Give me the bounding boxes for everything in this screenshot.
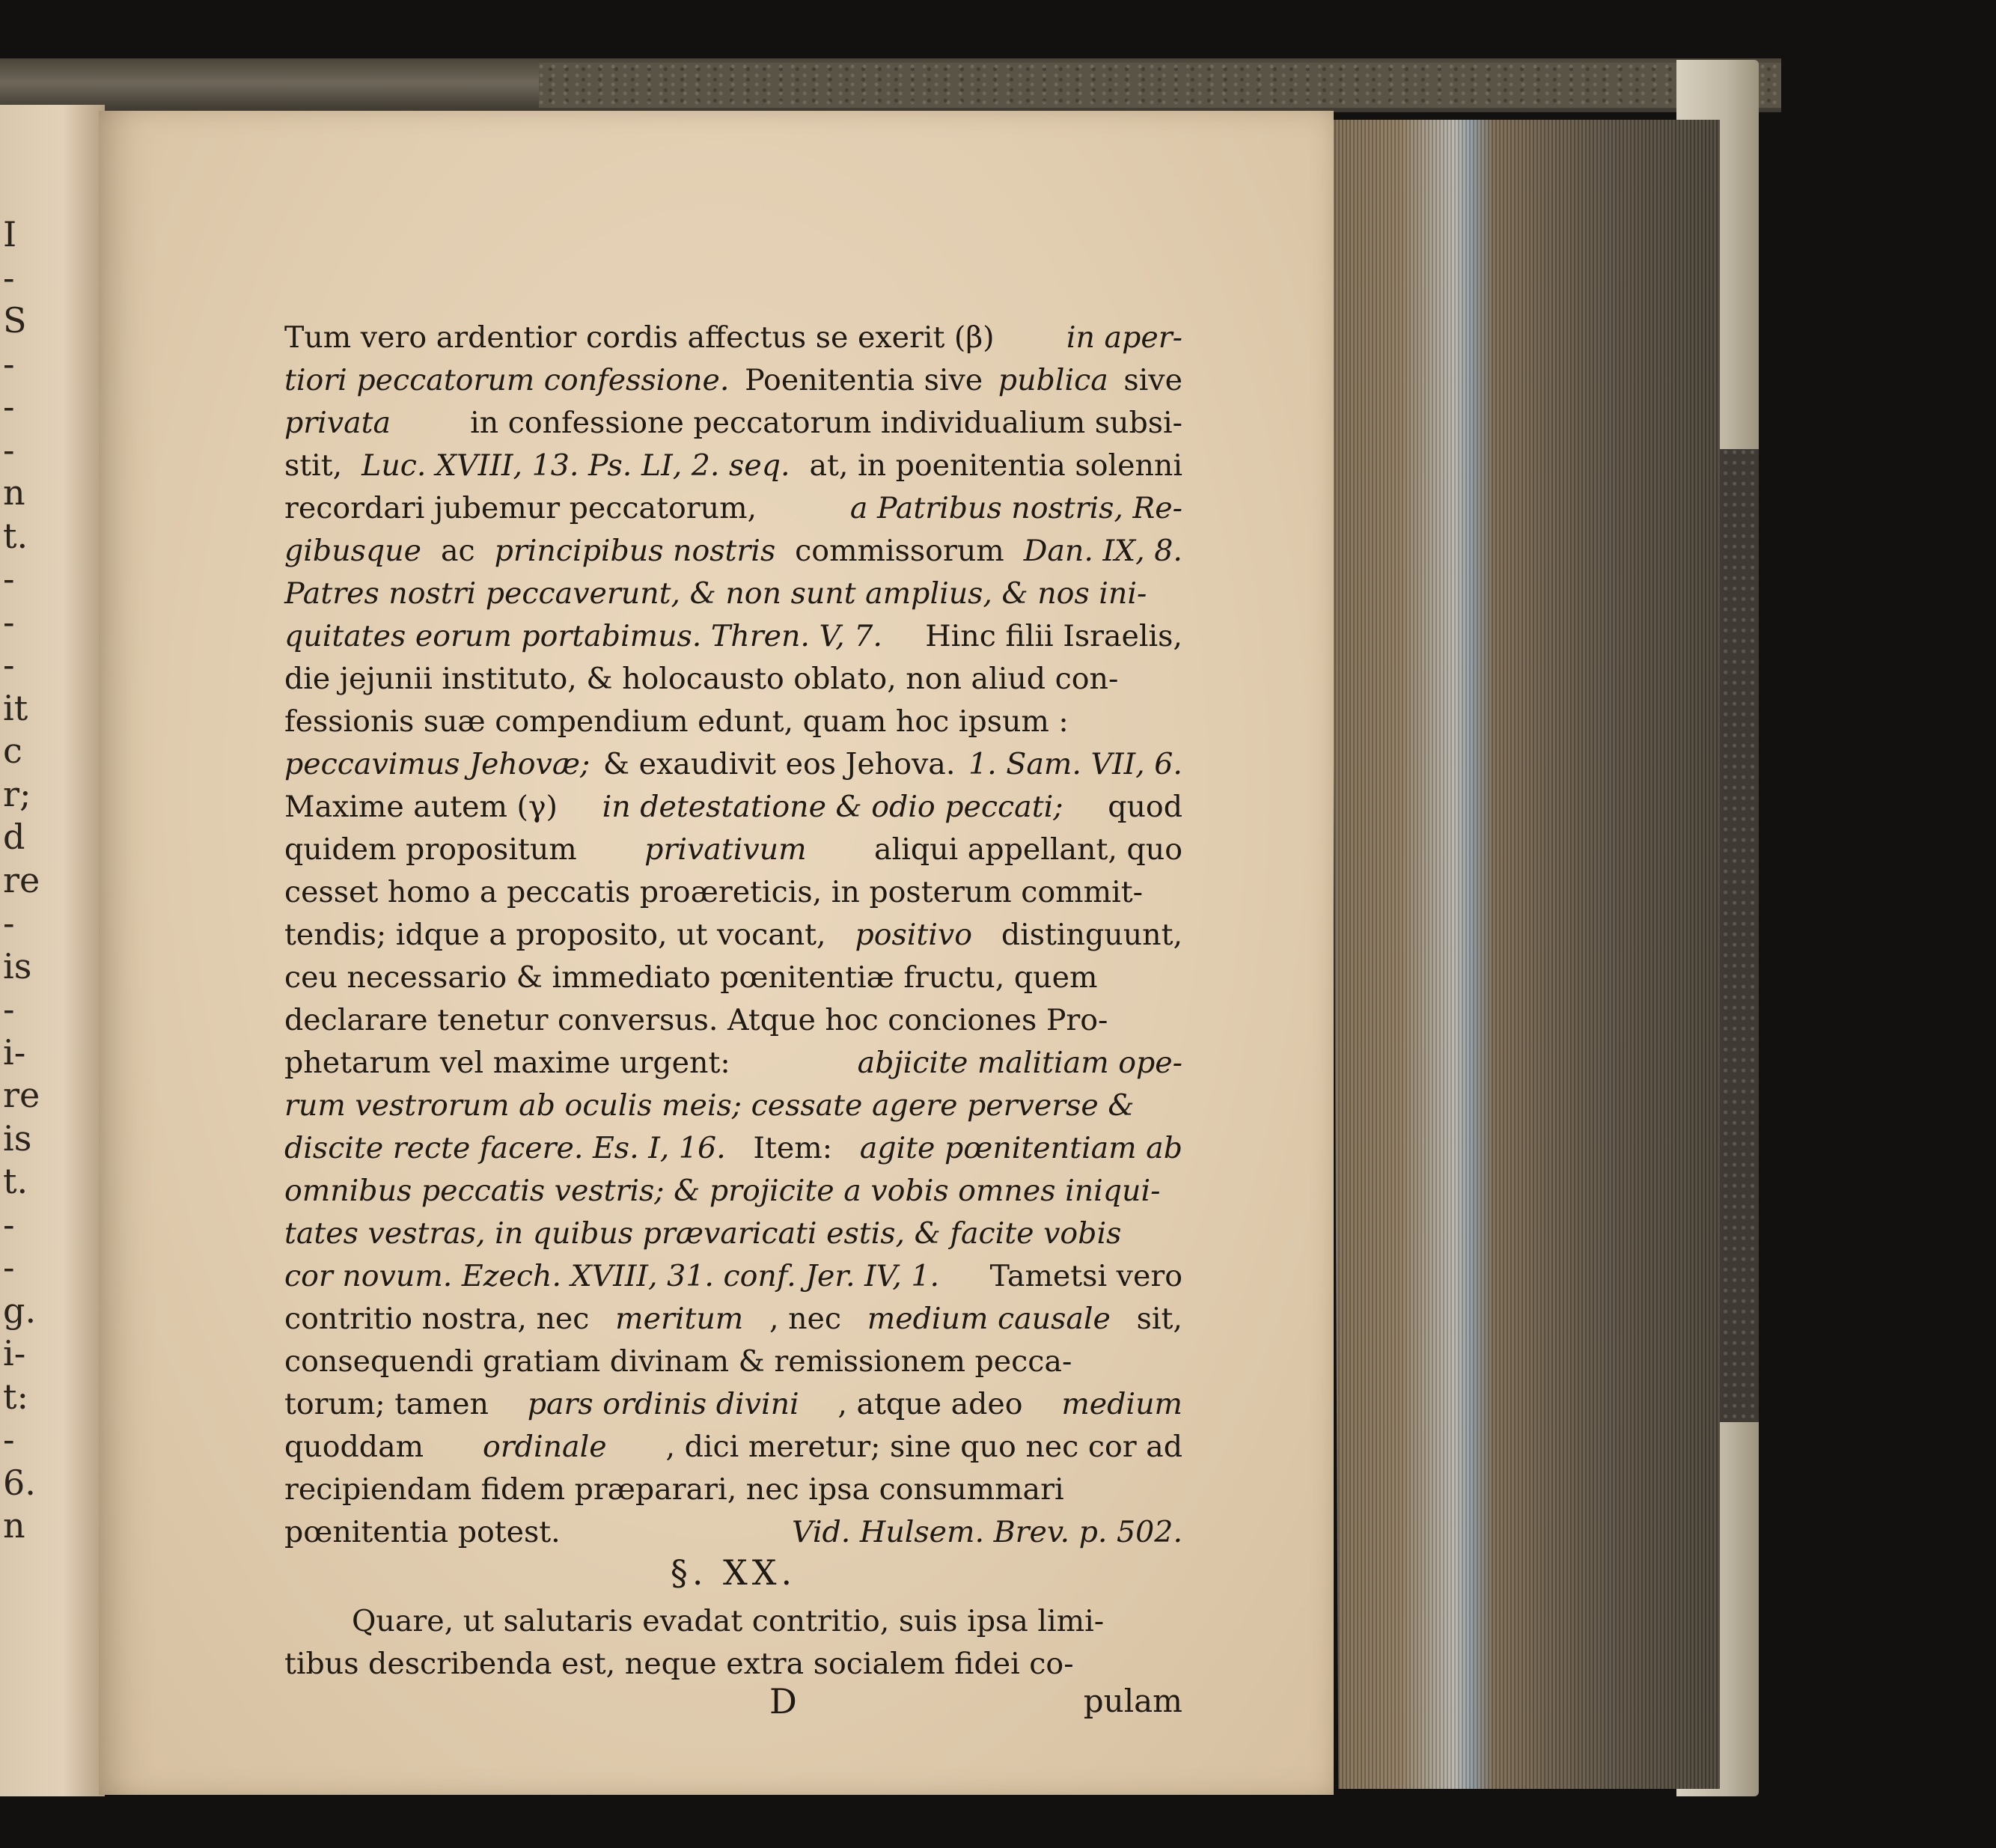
roman-text: ceu necessario & immediato pœnitentiæ fructu, quem (284, 960, 1098, 995)
italic-text: in detestatione & odio peccati; (602, 790, 1063, 824)
text-line (284, 999, 1182, 1042)
italic-text: peccavimus Jehovæ; (284, 747, 590, 781)
text-line (284, 1341, 1182, 1383)
italic-text: Dan. IX, 8. (1023, 534, 1182, 568)
left-facing-page (0, 105, 105, 1796)
text-line (284, 445, 1182, 487)
text-line (284, 1255, 1182, 1298)
roman-text: Maxime autem (γ) (284, 790, 558, 824)
page-fore-edge (1331, 120, 1720, 1789)
text-line (284, 1511, 1182, 1554)
roman-text: aliqui appellant, quo (874, 832, 1182, 867)
italic-text: medium causale (867, 1302, 1111, 1336)
left-page-fragment: is (3, 1117, 32, 1159)
italic-text: in aper- (1066, 320, 1182, 355)
text-line (284, 615, 1182, 658)
roman-text: stit, (284, 448, 343, 483)
left-page-fragment: is (3, 945, 32, 986)
italic-text: tiori peccatorum confessione. (284, 363, 730, 397)
roman-text: distinguunt, (1001, 918, 1182, 952)
italic-text: rum vestrorum ab oculis meis; cessate agere perverse & (284, 1088, 1135, 1123)
italic-text: pars ordinis divini (527, 1387, 799, 1421)
roman-text: phetarum vel maxime urgent: (284, 1046, 730, 1080)
italic-text: principibus nostris (494, 534, 776, 568)
left-page-fragment: - (3, 644, 15, 685)
italic-text: tates vestras, in quibus prævaricati estis, & facite vobis (284, 1216, 1122, 1251)
left-page-fragment: 6. (3, 1462, 36, 1503)
left-page-fragment: it (3, 687, 28, 728)
roman-text: at, in poenitentia solenni (809, 448, 1182, 483)
text-line (284, 914, 1182, 957)
roman-text: cesset homo a peccatis proæreticis, in posterum commit- (284, 875, 1143, 909)
text-line (284, 957, 1182, 999)
text-line (284, 1213, 1182, 1255)
italic-text: ordinale (483, 1430, 607, 1464)
roman-text: quod (1108, 790, 1182, 824)
left-page-fragment: - (3, 903, 15, 943)
left-page-fragment: c (3, 731, 22, 771)
cover-marbled-paper (1714, 449, 1759, 1422)
italic-text: gibusque (284, 534, 422, 568)
roman-text: , dici meretur; sine quo nec cor ad (665, 1430, 1182, 1464)
roman-text: quoddam (284, 1430, 424, 1464)
text-line (284, 1469, 1182, 1511)
italic-text: agite pœnitentiam ab (859, 1131, 1182, 1165)
text-line (284, 487, 1182, 530)
roman-text: consequendi gratiam divinam & remissionem pecca- (284, 1344, 1072, 1379)
left-page-fragment: - (3, 343, 15, 384)
roman-text: Poenitentia sive (745, 363, 983, 397)
text-line (284, 871, 1182, 914)
left-page-fragment: t. (3, 515, 28, 556)
roman-text: Item: (753, 1131, 833, 1165)
left-page-fragment: t. (3, 1161, 28, 1201)
text-line (284, 701, 1182, 743)
book-spine-texture (539, 63, 1781, 108)
left-page-fragment: I (3, 214, 17, 254)
italic-text: positivo (855, 918, 973, 952)
left-page-fragment: - (3, 257, 15, 298)
italic-text: meritum (615, 1302, 744, 1336)
roman-text: sit, (1136, 1302, 1182, 1336)
roman-text: Tum vero ardentior cordis affectus se exerit (β) (284, 320, 995, 355)
italic-text: abjicite malitiam ope- (857, 1046, 1182, 1080)
left-page-fragment: - (3, 429, 15, 470)
italic-text: Vid. Hulsem. Brev. p. 502. (792, 1515, 1182, 1549)
catchword: pulam (1083, 1683, 1182, 1719)
left-page-fragment: g. (3, 1290, 37, 1331)
roman-text: Quare, ut salutaris evadat contritio, suis ipsa limi- (352, 1604, 1105, 1638)
text-line (284, 786, 1182, 829)
signature-mark: D (769, 1681, 797, 1722)
section-heading: §. XX. (670, 1552, 797, 1593)
text-line (284, 1127, 1182, 1170)
roman-text: , nec (769, 1302, 842, 1336)
text-line (284, 1600, 1182, 1643)
roman-text: die jejunii instituto, & holocausto oblato, non aliud con- (284, 662, 1119, 696)
left-page-fragment: t: (3, 1376, 28, 1417)
left-page-fragment: - (3, 1247, 15, 1287)
roman-text: Tametsi vero (989, 1259, 1182, 1293)
roman-text: tendis; idque a proposito, ut vocant, (284, 918, 826, 952)
left-page-fragment: i- (3, 1333, 26, 1373)
italic-text: quitates eorum portabimus. Thren. V, 7. (284, 619, 882, 653)
roman-text: recipiendam fidem præparari, nec ipsa consummari (284, 1472, 1064, 1507)
left-page-fragment: re (3, 1075, 40, 1115)
left-page-fragment: S (3, 300, 27, 341)
text-line (284, 1426, 1182, 1469)
left-page-fragment: - (3, 558, 15, 599)
roman-text: pœnitentia potest. (284, 1515, 561, 1549)
left-page-fragment: - (3, 1419, 15, 1460)
text-line (284, 1085, 1182, 1127)
left-page-fragment: r; (3, 773, 31, 814)
text-line (284, 573, 1182, 615)
roman-text: Hinc filii Israelis, (925, 619, 1182, 653)
left-page-fragment: d (3, 817, 25, 857)
roman-text: tibus describenda est, neque extra socialem fidei co- (284, 1647, 1074, 1681)
roman-text: , atque adeo (837, 1387, 1023, 1421)
italic-text: publica (998, 363, 1108, 397)
recto-page (99, 111, 1334, 1795)
text-line (284, 658, 1182, 701)
italic-text: Patres nostri peccaverunt, & non sunt amplius, & nos ini- (284, 576, 1147, 611)
roman-text: ac (440, 534, 475, 568)
italic-text: medium (1061, 1387, 1182, 1421)
roman-text: contritio nostra, nec (284, 1302, 590, 1336)
text-line (284, 743, 1182, 786)
text-line (284, 1170, 1182, 1213)
italic-text: 1. Sam. VII, 6. (968, 747, 1182, 781)
text-line (284, 1042, 1182, 1085)
text-line (284, 829, 1182, 871)
left-page-fragment: - (3, 1204, 15, 1245)
roman-text: declarare tenetur conversus. Atque hoc conciones Pro- (284, 1003, 1108, 1037)
roman-text: torum; tamen (284, 1387, 489, 1421)
italic-text: discite recte facere. Es. I, 16. (284, 1131, 726, 1165)
text-line (284, 1643, 1182, 1686)
roman-text: sive (1123, 363, 1182, 397)
left-page-fragment: - (3, 989, 15, 1029)
left-page-fragment: n (3, 472, 25, 513)
left-page-fragment: re (3, 859, 40, 900)
italic-text: cor novum. Ezech. XVIII, 31. conf. Jer. IV, 1. (284, 1259, 940, 1293)
text-line (284, 530, 1182, 573)
italic-text: privata (284, 406, 391, 440)
italic-text: Luc. XVIII, 13. Ps. LI, 2. seq. (361, 448, 790, 483)
left-page-fragment: - (3, 601, 15, 642)
italic-text: privativum (644, 832, 807, 867)
roman-text: commissorum (795, 534, 1004, 568)
left-page-fragment: i- (3, 1031, 26, 1073)
left-page-fragment: - (3, 386, 15, 427)
left-page-fragment: n (3, 1505, 25, 1546)
italic-text: omnibus peccatis vestris; & projicite a vobis omnes iniqui- (284, 1174, 1161, 1208)
text-line (284, 1383, 1182, 1426)
roman-text: fessionis suæ compendium edunt, quam hoc ipsum : (284, 704, 1069, 739)
roman-text: recordari jubemur peccatorum, (284, 491, 757, 525)
roman-text: & exaudivit eos Jehova. (602, 747, 956, 781)
text-line (284, 359, 1182, 402)
roman-text: in confessione peccatorum individualium subsi- (470, 406, 1182, 440)
roman-text: quidem propositum (284, 832, 577, 867)
text-line (284, 402, 1182, 445)
italic-text: a Patribus nostris, Re- (849, 491, 1182, 525)
text-line (284, 317, 1182, 359)
text-line (284, 1298, 1182, 1341)
